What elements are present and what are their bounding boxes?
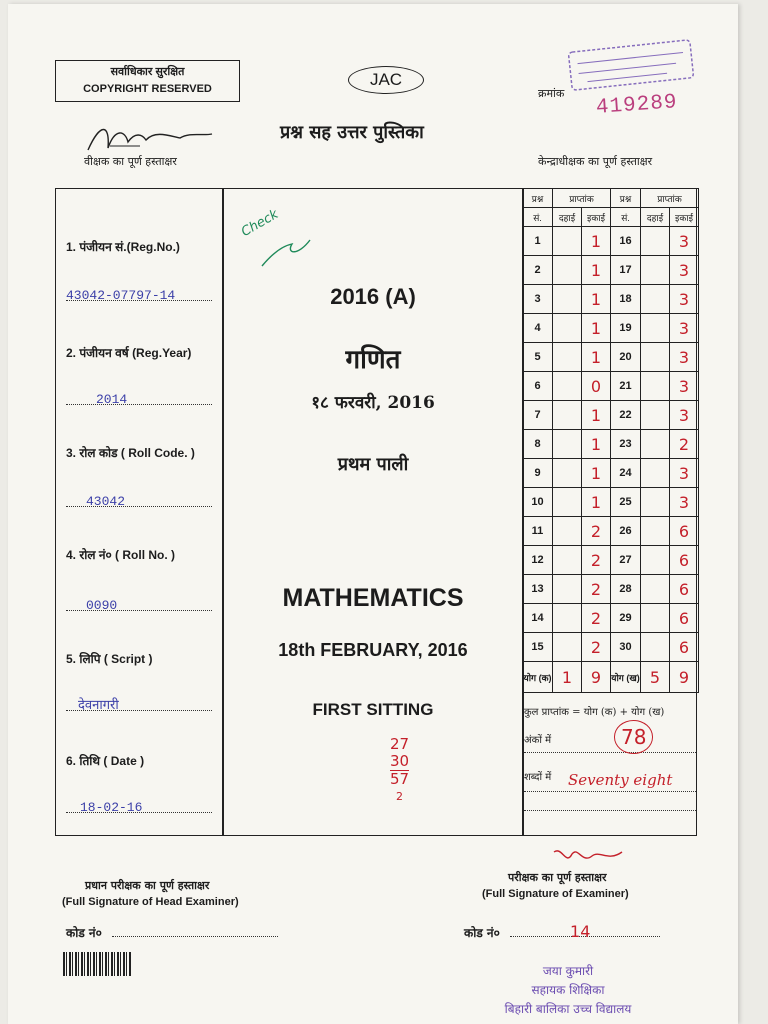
units-mark: 3 xyxy=(670,314,699,343)
tens-mark xyxy=(641,372,670,401)
total-b-label: योग (ख) xyxy=(611,662,641,693)
marks-row xyxy=(523,575,699,604)
stamp-title: सहायक शिक्षिका xyxy=(531,983,605,997)
tens-mark xyxy=(641,430,670,459)
exam-date-english: 18th FEBRUARY, 2016 xyxy=(278,640,468,660)
question-number: 19 xyxy=(611,314,641,343)
units-mark: 6 xyxy=(670,604,699,633)
question-sub-header: सं. xyxy=(523,208,553,227)
subject-hindi: गणित xyxy=(345,345,401,375)
question-number: 11 xyxy=(523,517,553,546)
units-mark: 2 xyxy=(582,546,611,575)
marks-row xyxy=(523,401,699,430)
question-number: 30 xyxy=(611,633,641,662)
question-number: 5 xyxy=(523,343,553,372)
units-mark: 1 xyxy=(582,314,611,343)
question-number: 12 xyxy=(523,546,553,575)
copyright-hindi: सर्वाधिकार सुरक्षित xyxy=(110,66,185,78)
total-b-tens: 5 xyxy=(641,662,670,693)
question-number: 17 xyxy=(611,256,641,285)
units-mark: 2 xyxy=(582,517,611,546)
stamp-name: जया कुमारी xyxy=(542,964,594,978)
in-figures-label: अंकों में xyxy=(524,735,552,746)
sitting-hindi: प्रथम पाली xyxy=(337,454,409,475)
question-number: 8 xyxy=(523,430,553,459)
question-number: 27 xyxy=(611,546,641,575)
reg-year-label: 2. पंजीयन वर्ष (Reg.Year) xyxy=(66,346,192,360)
question-number: 1 xyxy=(523,227,553,256)
question-number: 16 xyxy=(611,227,641,256)
tens-header-right: दहाई xyxy=(641,208,670,227)
units-mark: 3 xyxy=(670,343,699,372)
examiner-signature-hindi: परीक्षक का पूर्ण हस्ताक्षर xyxy=(508,871,607,884)
tens-mark xyxy=(641,401,670,430)
question-number: 29 xyxy=(611,604,641,633)
tens-mark xyxy=(641,256,670,285)
marks-table xyxy=(522,188,699,693)
script-value: देवनागरी xyxy=(78,698,119,713)
units-mark: 0 xyxy=(582,372,611,401)
examiner-code-field[interactable] xyxy=(464,924,694,941)
question-number: 7 xyxy=(523,401,553,430)
examiner-signature-english: (Full Signature of Examiner) xyxy=(482,888,629,900)
tens-mark xyxy=(553,459,582,488)
total-in-words-field[interactable] xyxy=(524,769,696,792)
tens-mark xyxy=(641,604,670,633)
subject-english: MATHEMATICS xyxy=(282,584,464,612)
barcode-icon xyxy=(63,952,131,976)
reg-no-field[interactable] xyxy=(66,284,212,301)
in-figures-value: 78 xyxy=(614,720,653,754)
head-examiner-signature-hindi: प्रधान परीक्षक का पूर्ण हस्ताक्षर xyxy=(85,879,210,892)
sitting-english: FIRST SITTING xyxy=(312,700,434,719)
units-mark: 1 xyxy=(582,256,611,285)
script-label: 5. लिपि ( Script ) xyxy=(66,652,153,666)
units-mark: 3 xyxy=(670,459,699,488)
question-col-header: प्रश्न xyxy=(523,189,553,208)
marks-row xyxy=(523,314,699,343)
question-number: 6 xyxy=(523,372,553,401)
question-number: 24 xyxy=(611,459,641,488)
roll-code-label: 3. रोल कोड ( Roll Code. ) xyxy=(66,446,195,460)
reg-no-value: 43042-07797-14 xyxy=(66,288,176,303)
reg-year-field[interactable] xyxy=(66,388,212,405)
invigilator-signature-icon xyxy=(80,118,220,158)
question-col-header-right: प्रश्न xyxy=(611,189,641,208)
units-mark: 3 xyxy=(670,401,699,430)
marks-row xyxy=(523,633,699,662)
units-mark: 6 xyxy=(670,517,699,546)
serial-number: 419289 xyxy=(595,91,679,120)
centre-superintendent-signature-label: केन्द्राधीक्षक का पूर्ण हस्ताक्षर xyxy=(538,155,653,168)
question-number: 14 xyxy=(523,604,553,633)
units-mark: 1 xyxy=(582,227,611,256)
total-b-units: 9 xyxy=(670,662,699,693)
examiner-code-line xyxy=(510,922,660,941)
date-field[interactable] xyxy=(66,796,212,813)
question-number: 3 xyxy=(523,285,553,314)
question-number: 25 xyxy=(611,488,641,517)
head-examiner-signature-english: (Full Signature of Head Examiner) xyxy=(62,896,239,908)
units-mark: 3 xyxy=(670,372,699,401)
in-words-value: Seventy eight xyxy=(568,771,673,789)
marks-row xyxy=(523,343,699,372)
copyright-box xyxy=(55,60,240,102)
question-number: 26 xyxy=(611,517,641,546)
examiner-code-label: कोड नं० xyxy=(464,926,500,940)
tens-mark xyxy=(641,546,670,575)
tens-mark xyxy=(553,343,582,372)
units-mark: 2 xyxy=(582,575,611,604)
jac-logo: JAC xyxy=(348,66,424,94)
marks-row xyxy=(523,459,699,488)
total-a-units: 9 xyxy=(582,662,611,693)
tens-mark xyxy=(641,517,670,546)
tens-mark xyxy=(641,459,670,488)
question-number: 4 xyxy=(523,314,553,343)
tens-mark xyxy=(553,488,582,517)
obtained-col-header: प्राप्तांक xyxy=(553,189,611,208)
question-number: 15 xyxy=(523,633,553,662)
units-mark: 6 xyxy=(670,633,699,662)
marks-row xyxy=(523,430,699,459)
question-number: 28 xyxy=(611,575,641,604)
tens-header: दहाई xyxy=(553,208,582,227)
exam-date-hindi: १८ फरवरी, 2016 xyxy=(311,393,435,413)
sum-working: 27 30 57 2 xyxy=(390,735,410,803)
question-number: 22 xyxy=(611,401,641,430)
question-number: 9 xyxy=(523,459,553,488)
script-field[interactable] xyxy=(66,694,212,711)
roll-no-field[interactable] xyxy=(66,594,212,611)
tens-mark xyxy=(641,488,670,517)
tens-mark xyxy=(641,285,670,314)
tens-mark xyxy=(553,517,582,546)
question-number: 21 xyxy=(611,372,641,401)
roll-no-value: 0090 xyxy=(86,598,118,613)
units-mark: 1 xyxy=(582,459,611,488)
obtained-col-header-right: प्राप्तांक xyxy=(641,189,699,208)
tens-mark xyxy=(553,256,582,285)
marks-row xyxy=(523,488,699,517)
check-note: Check xyxy=(238,207,282,240)
tens-mark xyxy=(553,633,582,662)
marks-row xyxy=(523,256,699,285)
date-label: 6. तिथि ( Date ) xyxy=(66,754,145,768)
tens-mark xyxy=(641,633,670,662)
total-in-figures-field[interactable] xyxy=(524,725,696,753)
units-mark: 3 xyxy=(670,227,699,256)
question-number: 2 xyxy=(523,256,553,285)
question-sub-header-right: सं. xyxy=(611,208,641,227)
tens-mark xyxy=(641,314,670,343)
question-number: 18 xyxy=(611,285,641,314)
tens-mark xyxy=(553,401,582,430)
units-mark: 1 xyxy=(582,401,611,430)
total-formula: कुल प्राप्तांक = योग (क) + योग (ख) xyxy=(524,707,665,718)
units-mark: 2 xyxy=(582,633,611,662)
reg-no-label: 1. पंजीयन सं.(Reg.No.) xyxy=(66,240,180,254)
tens-mark xyxy=(553,372,582,401)
units-header: इकाई xyxy=(582,208,611,227)
tens-mark xyxy=(641,343,670,372)
total-a-label: योग (क) xyxy=(523,662,553,693)
units-mark: 1 xyxy=(582,430,611,459)
tens-mark xyxy=(553,575,582,604)
units-mark: 1 xyxy=(582,285,611,314)
marks-row xyxy=(523,604,699,633)
roll-no-label: 4. रोल नं० ( Roll No. ) xyxy=(66,548,176,562)
examiner-code-value: 14 xyxy=(570,922,591,941)
question-number: 20 xyxy=(611,343,641,372)
serial-label: क्रमांक xyxy=(538,87,565,100)
units-mark: 6 xyxy=(670,546,699,575)
question-number: 23 xyxy=(611,430,641,459)
head-examiner-code-line xyxy=(112,936,278,937)
total-marks-area xyxy=(524,704,696,811)
teacher-stamp xyxy=(478,962,658,1019)
invigilator-signature-label: वीक्षक का पूर्ण हस्ताक्षर xyxy=(84,155,177,168)
head-examiner-code-field[interactable] xyxy=(66,924,306,941)
center-stamp-icon xyxy=(564,35,698,94)
head-examiner-code-label: कोड नं० xyxy=(66,926,102,940)
units-mark: 6 xyxy=(670,575,699,604)
tens-mark xyxy=(553,430,582,459)
tens-mark xyxy=(553,285,582,314)
answer-booklet-cover xyxy=(8,4,738,1024)
total-a-tens: 1 xyxy=(553,662,582,693)
tens-mark xyxy=(553,546,582,575)
marks-row xyxy=(523,517,699,546)
roll-code-value: 43042 xyxy=(86,494,126,509)
units-mark: 3 xyxy=(670,256,699,285)
marks-total-row xyxy=(523,662,699,693)
tens-mark xyxy=(641,575,670,604)
booklet-title: प्रश्न सह उत्तर पुस्तिका xyxy=(280,122,424,143)
in-words-label: शब्दों में xyxy=(524,772,552,783)
check-signature-icon xyxy=(258,236,318,272)
units-mark: 1 xyxy=(582,343,611,372)
units-mark: 1 xyxy=(582,488,611,517)
units-mark: 2 xyxy=(670,430,699,459)
stamp-school: बिहारी बालिका उच्च विद्यालय xyxy=(504,1002,632,1016)
reg-year-value: 2014 xyxy=(96,392,128,407)
units-mark: 3 xyxy=(670,488,699,517)
units-header-right: इकाई xyxy=(670,208,699,227)
marks-row xyxy=(523,285,699,314)
copyright-english: COPYRIGHT RESERVED xyxy=(83,83,212,95)
tens-mark xyxy=(641,227,670,256)
exam-year-code: 2016 (A) xyxy=(330,284,416,309)
tens-mark xyxy=(553,314,582,343)
tens-mark xyxy=(553,227,582,256)
units-mark: 2 xyxy=(582,604,611,633)
in-words-extra-line xyxy=(524,792,696,811)
roll-code-field[interactable] xyxy=(66,490,212,507)
marks-row xyxy=(523,372,699,401)
question-number: 10 xyxy=(523,488,553,517)
question-number: 13 xyxy=(523,575,553,604)
marks-row xyxy=(523,227,699,256)
marks-row xyxy=(523,546,699,575)
tens-mark xyxy=(553,604,582,633)
units-mark: 3 xyxy=(670,285,699,314)
date-value: 18-02-16 xyxy=(80,800,143,815)
